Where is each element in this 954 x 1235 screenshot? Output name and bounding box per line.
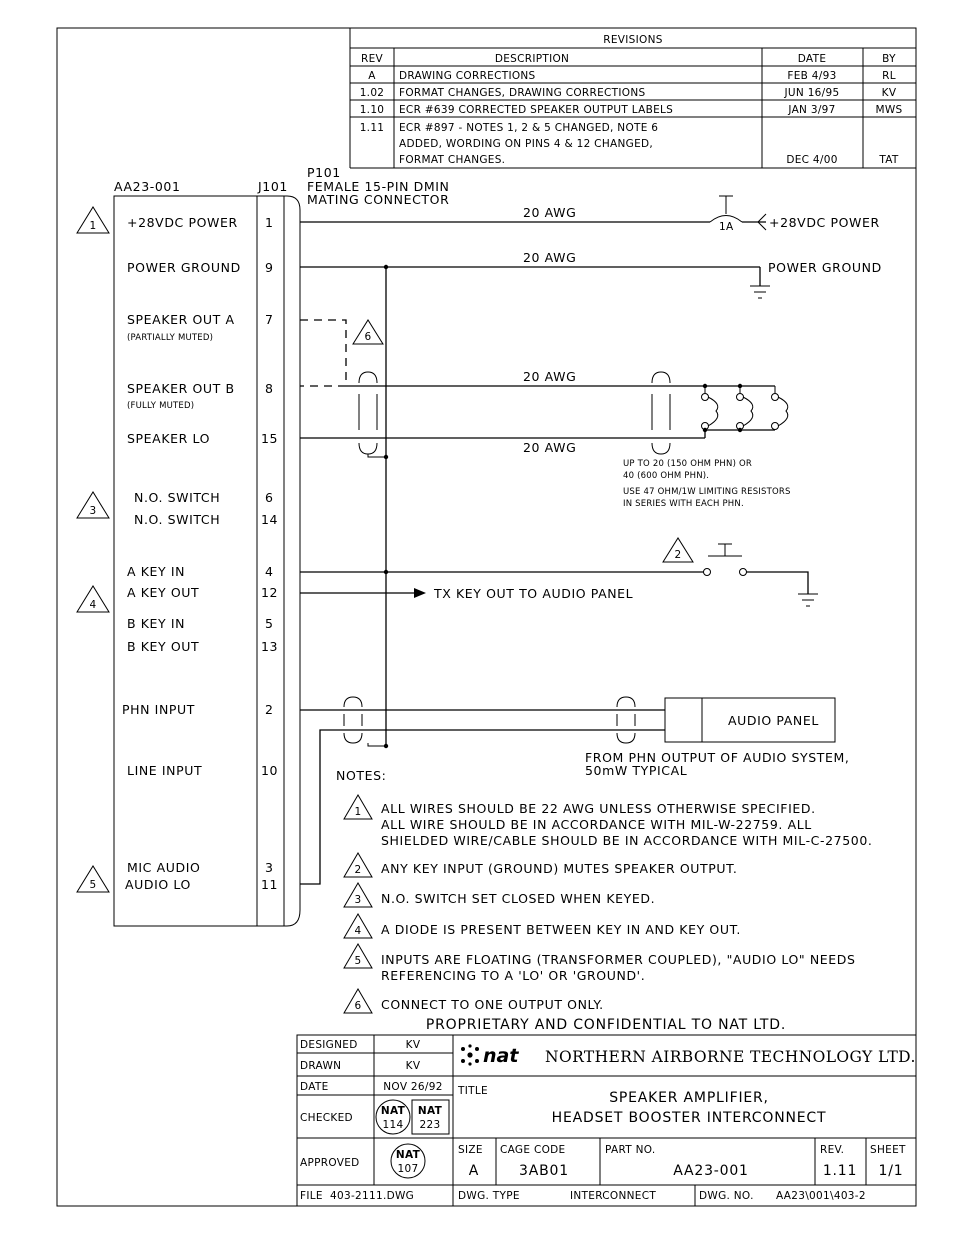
pin-label: A KEY IN [127, 564, 186, 579]
note-number: 3 [354, 894, 362, 906]
key-ground-wire [746, 572, 808, 594]
logo-mark-icon [468, 1044, 471, 1047]
dwg-type-label: DWG. TYPE [458, 1190, 520, 1202]
phone-jack-icon [778, 397, 788, 426]
phones-note: USE 47 OHM/1W LIMITING RESISTORS [623, 487, 791, 497]
tx-key-label: TX KEY OUT TO AUDIO PANEL [434, 586, 634, 601]
rev-value: 1.11 [822, 1163, 858, 1179]
dwg-number-value: AA23\001\403-2 [776, 1190, 866, 1202]
pin-label: POWER GROUND [127, 260, 241, 275]
note-flag-number: 6 [364, 331, 372, 343]
pin-label: B KEY IN [127, 616, 186, 631]
file-label: FILE [300, 1190, 323, 1202]
note-text: ALL WIRES SHOULD BE 22 AWG UNLESS OTHERWISE SPECIFIED. [381, 801, 816, 816]
note-flag-number: 2 [674, 549, 682, 561]
rev-cell: 1.02 [359, 87, 385, 99]
note-number: 2 [354, 864, 362, 876]
pin-number: 8 [265, 381, 274, 396]
description-header: DESCRIPTION [494, 53, 570, 65]
unit-box [114, 179, 300, 926]
shield-icon [617, 697, 635, 707]
pin-label: SPEAKER OUT A [127, 312, 235, 327]
shield-icon [344, 697, 362, 707]
company-name: NORTHERN AIRBORNE TECHNOLOGY LTD. [545, 1048, 916, 1066]
date-value: NOV 26/92 [383, 1081, 443, 1093]
title-label: TITLE [458, 1085, 488, 1097]
date-label: DATE [300, 1081, 329, 1093]
audio-source-note: FROM PHN OUTPUT OF AUDIO SYSTEM, [585, 750, 850, 765]
drawn-value: KV [405, 1060, 421, 1072]
pin-label: SPEAKER LO [127, 431, 211, 446]
pin-number: 1 [265, 215, 274, 230]
stamp-text: 107 [397, 1163, 419, 1175]
rev-by: RL [882, 70, 896, 82]
pin-number: 14 [261, 512, 279, 527]
shield-drain [368, 454, 386, 457]
pin-label: A KEY OUT [127, 585, 200, 600]
part-number-value: AA23-001 [673, 1163, 749, 1179]
rev-description: FORMAT CHANGES. [399, 154, 506, 166]
pin-label: SPEAKER OUT B [127, 381, 235, 396]
plug-label: MATING CONNECTOR [307, 192, 450, 207]
wire-gauge-label: 20 AWG [523, 369, 577, 384]
jack-label: J101 [258, 179, 288, 194]
pin-number: 4 [265, 564, 274, 579]
rev-description: ADDED, WORDING ON PINS 4 & 12 CHANGED, [399, 138, 654, 150]
phone-jack-icon [702, 394, 709, 401]
phone-jack-icon [743, 397, 753, 426]
revisions-title: REVISIONS [603, 34, 663, 46]
wire-gauge-label: 20 AWG [523, 440, 577, 455]
shield-icon [617, 733, 635, 743]
note-flag-number: 4 [89, 599, 97, 611]
mating-connector-outline [284, 196, 300, 926]
rev-by: KV [881, 87, 897, 99]
shield-icon [652, 443, 670, 454]
rev-cell: A [368, 70, 376, 82]
wiring [300, 196, 882, 884]
pin-number: 6 [265, 490, 274, 505]
note-text: CONNECT TO ONE OUTPUT ONLY. [381, 997, 604, 1012]
junction-dot [384, 744, 388, 748]
pin-label: N.O. SWITCH [134, 512, 221, 527]
rev-header: REV [360, 53, 384, 65]
pin-label: AUDIO LO [125, 877, 191, 892]
unit-name: AA23-001 [114, 179, 181, 194]
rev-date: FEB 4/93 [787, 70, 837, 82]
note-text: A DIODE IS PRESENT BETWEEN KEY IN AND KEY OUT. [381, 922, 741, 937]
rev-label: REV. [820, 1144, 845, 1156]
approved-label: APPROVED [300, 1157, 360, 1169]
dwg-type-value: INTERCONNECT [570, 1190, 657, 1202]
ground-label: POWER GROUND [768, 260, 882, 275]
by-header: BY [882, 53, 896, 65]
note-text: ALL WIRE SHOULD BE IN ACCORDANCE WITH MIL-W-22759. ALL [381, 817, 812, 832]
audio-source-note: 50mW TYPICAL [585, 763, 688, 778]
size-value: A [468, 1163, 480, 1179]
rev-description: ECR #897 - NOTES 1, 2 & 5 CHANGED, NOTE 6 [399, 122, 659, 134]
note-number: 6 [354, 1000, 362, 1012]
phone-jack-icon [772, 423, 779, 430]
size-label: SIZE [458, 1144, 483, 1156]
note-text: N.O. SWITCH SET CLOSED WHEN KEYED. [381, 891, 656, 906]
plug-label: FEMALE 15-PIN DMIN [307, 179, 450, 194]
logo-mark-icon [475, 1059, 479, 1063]
wire-gauge-label: 20 AWG [523, 205, 577, 220]
phone-jack-icon [737, 394, 744, 401]
junction-dot [384, 570, 388, 574]
logo-mark-icon [468, 1062, 471, 1065]
arrow-icon [414, 588, 426, 598]
note-text: ANY KEY INPUT (GROUND) MUTES SPEAKER OUTPUT. [381, 861, 738, 876]
rev-date: JUN 16/95 [784, 87, 840, 99]
rev-cell: 1.11 [359, 122, 385, 134]
rev-description: FORMAT CHANGES, DRAWING CORRECTIONS [399, 87, 646, 99]
rev-date: DEC 4/00 [786, 154, 838, 166]
fuse-rating: 1A [719, 221, 734, 233]
pin-number: 15 [261, 431, 279, 446]
note-flag-number: 1 [89, 220, 97, 232]
designed-label: DESIGNED [300, 1039, 358, 1051]
note-text: SHIELDED WIRE/CABLE SHOULD BE IN ACCORDANCE WITH MIL-C-27500. [381, 833, 873, 848]
logo-mark-icon [461, 1047, 465, 1051]
note-text: REFERENCING TO A 'LO' OR 'GROUND'. [381, 968, 646, 983]
drawing-title: HEADSET BOOSTER INTERCONNECT [551, 1110, 827, 1126]
notes-title: NOTES: [336, 768, 387, 783]
optional-connection [300, 320, 346, 386]
stamp-text: 114 [382, 1119, 404, 1131]
phones-note: IN SERIES WITH EACH PHN. [623, 499, 744, 509]
rev-date: JAN 3/97 [788, 104, 836, 116]
unit-outline [114, 196, 284, 926]
note-flag-number: 5 [89, 879, 97, 891]
headphone-jacks [702, 384, 788, 438]
phone-jack-icon [772, 394, 779, 401]
shield-drain [368, 743, 386, 746]
pin-list [122, 215, 278, 892]
pin-number: 13 [261, 639, 279, 654]
nat-logo [461, 1044, 519, 1067]
switch-contact-icon [704, 569, 711, 576]
rev-cell: 1.10 [359, 104, 385, 116]
dwg-number-label: DWG. NO. [699, 1190, 754, 1202]
shield-icon [359, 372, 377, 383]
pin-number: 2 [265, 702, 274, 717]
pin-sublabel: (FULLY MUTED) [127, 401, 195, 411]
proprietary-notice: PROPRIETARY AND CONFIDENTIAL TO NAT LTD. [425, 1017, 787, 1033]
file-value: 403-2111.DWG [330, 1190, 415, 1202]
audio-panel-label: AUDIO PANEL [728, 713, 819, 728]
plug-label: P101 [307, 165, 341, 180]
logo-mark-icon [467, 1052, 472, 1057]
wire-gauge-label: 20 AWG [523, 250, 577, 265]
stamp-text: NAT [395, 1149, 421, 1161]
pin-number: 9 [265, 260, 274, 275]
pin-sublabel: (PARTIALLY MUTED) [127, 333, 214, 343]
pin-label: +28VDC POWER [127, 215, 238, 230]
drawing-title: SPEAKER AMPLIFIER, [609, 1090, 769, 1106]
note-number: 5 [354, 955, 362, 967]
note-flag-number: 3 [89, 505, 97, 517]
revisions-table [350, 28, 916, 168]
sheet-value: 1/1 [878, 1163, 904, 1179]
stamp-text: 223 [419, 1119, 441, 1131]
pin-label: B KEY OUT [127, 639, 200, 654]
shield-icon [344, 733, 362, 743]
note-number: 1 [354, 806, 362, 818]
pin-number: 11 [261, 877, 279, 892]
stamp-text: NAT [417, 1105, 443, 1117]
phone-jack-icon [708, 397, 718, 426]
rev-by: MWS [875, 104, 903, 116]
sheet-label: SHEET [870, 1144, 906, 1156]
phones-note: UP TO 20 (150 OHM PHN) OR [623, 459, 753, 469]
power-source-label: +28VDC POWER [769, 215, 880, 230]
phones-note: 40 (600 OHM PHN). [623, 471, 710, 481]
date-header: DATE [797, 53, 827, 65]
notes-section [336, 768, 872, 1033]
rev-description: ECR #639 CORRECTED SPEAKER OUTPUT LABELS [399, 104, 674, 116]
shield-icon [652, 372, 670, 383]
rev-description: DRAWING CORRECTIONS [399, 70, 536, 82]
title-block [297, 1035, 916, 1206]
pin-number: 10 [261, 763, 279, 778]
pin-label: MIC AUDIO [127, 860, 201, 875]
rev-by: TAT [879, 154, 899, 166]
drawn-label: DRAWN [300, 1060, 342, 1072]
designed-value: KV [405, 1039, 421, 1051]
cage-code-label: CAGE CODE [500, 1144, 566, 1156]
cage-code-value: 3AB01 [519, 1163, 569, 1179]
pin-number: 12 [261, 585, 279, 600]
switch-contact-icon [740, 569, 747, 576]
pin-number: 3 [265, 860, 274, 875]
pin-number: 5 [265, 616, 274, 631]
note-number: 4 [354, 925, 362, 937]
note-text: INPUTS ARE FLOATING (TRANSFORMER COUPLED), "AUDIO LO" NEEDS [381, 952, 856, 967]
shield-icon [359, 443, 377, 454]
checked-label: CHECKED [300, 1112, 353, 1124]
stamp-text: NAT [380, 1105, 406, 1117]
side-note-flags [77, 207, 109, 892]
pin-label: LINE INPUT [127, 763, 203, 778]
part-number-label: PART NO. [605, 1144, 656, 1156]
pin-label: N.O. SWITCH [134, 490, 221, 505]
logo-mark-icon [475, 1047, 479, 1051]
pin-number: 7 [265, 312, 274, 327]
pin-label: PHN INPUT [122, 702, 196, 717]
logo-wordmark: nat [483, 1045, 519, 1067]
logo-mark-icon [461, 1059, 465, 1063]
